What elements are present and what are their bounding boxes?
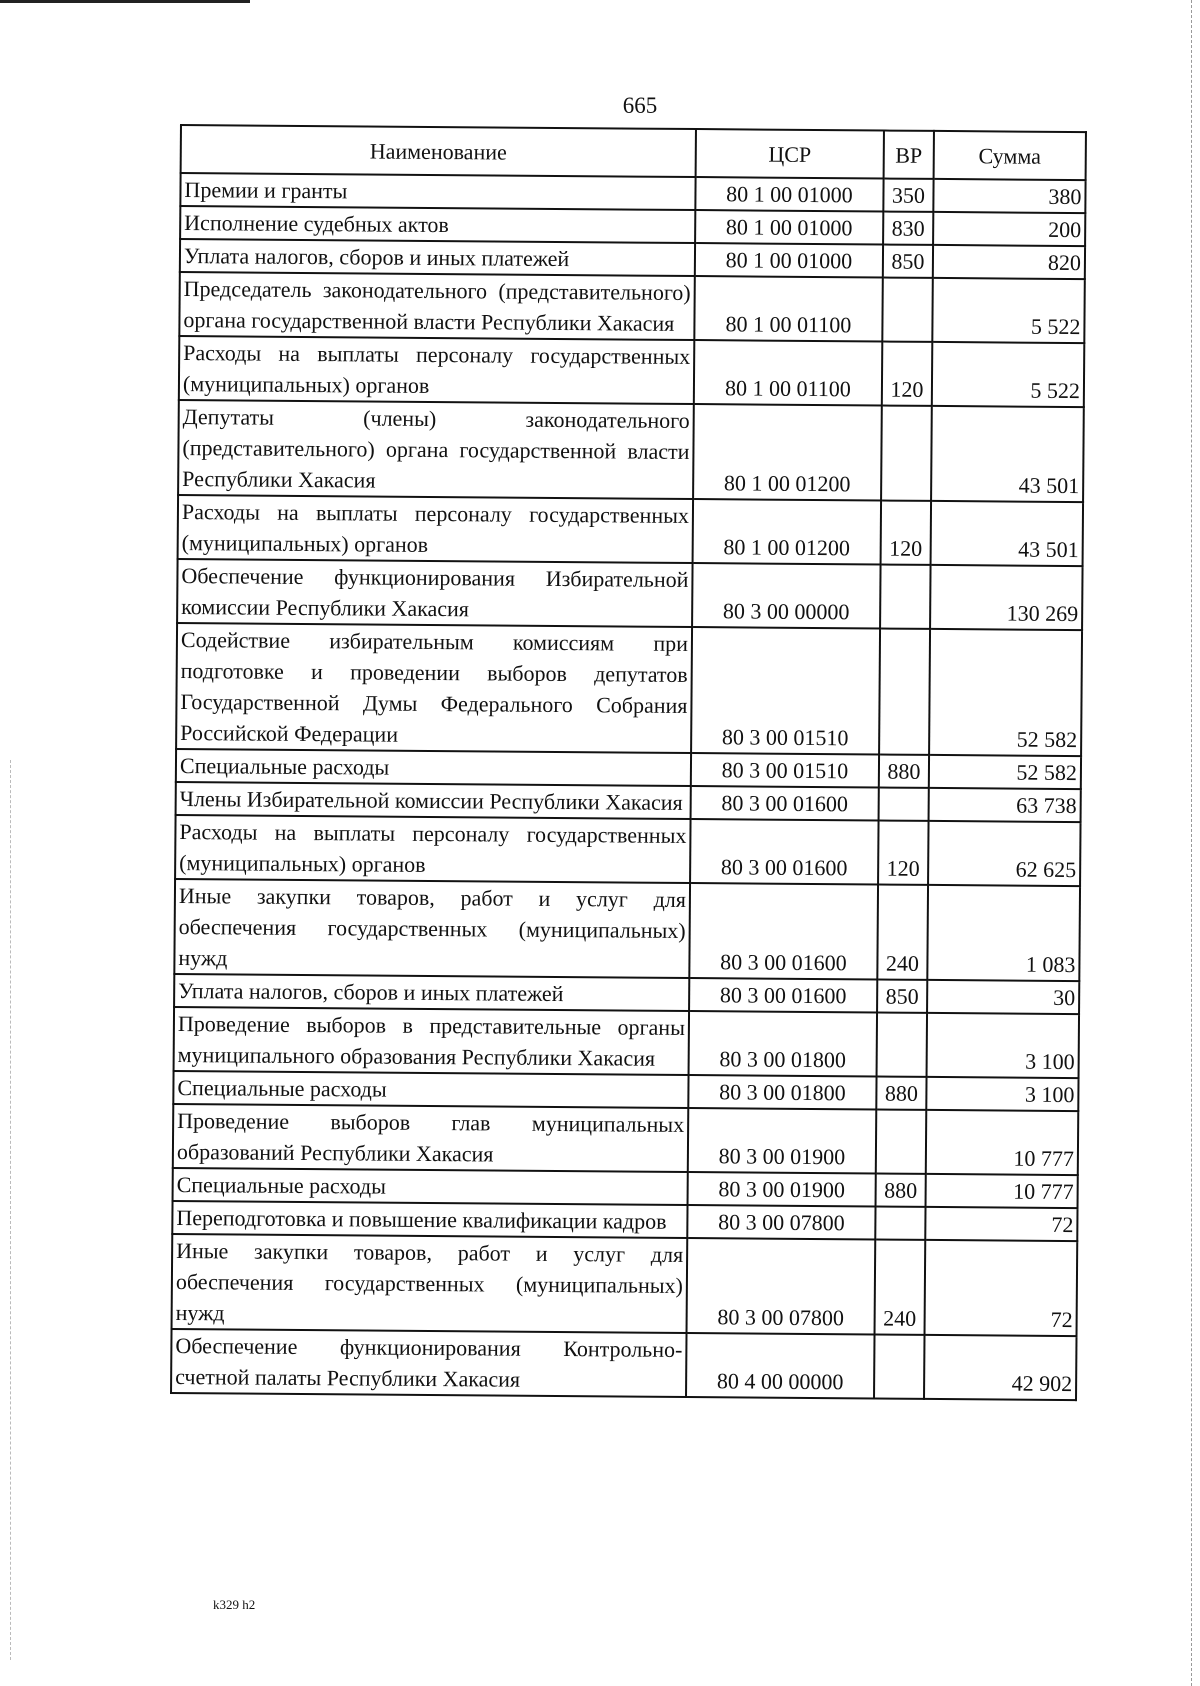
cell-csr: 80 3 00 01800: [688, 1075, 876, 1109]
scan-edge-left: [10, 760, 12, 1660]
cell-csr: 80 3 00 01600: [690, 819, 878, 884]
cell-sum: 380: [933, 179, 1085, 213]
cell-sum: 30: [927, 980, 1079, 1014]
table-row: [178, 495, 1083, 566]
cell-vr: 350: [883, 179, 933, 212]
cell-name: Депутаты (члены) законодательного (представительного) органа государственной власти Республики Хакасия: [178, 400, 694, 499]
cell-vr: [879, 629, 930, 755]
cell-csr: 80 1 00 01000: [695, 177, 883, 211]
cell-csr: 80 1 00 01200: [693, 499, 881, 564]
cell-vr: [877, 1013, 928, 1077]
cell-vr: [879, 788, 929, 821]
table-header-row: [181, 125, 1086, 180]
cell-csr: 80 3 00 01900: [688, 1108, 876, 1173]
budget-table: [170, 124, 1087, 1401]
cell-csr: 80 1 00 01000: [695, 243, 883, 277]
cell-name: Проведение выборов в представительные органы муниципального образования Республики Хакасия: [174, 1007, 689, 1075]
header-csr: ЦСР: [696, 129, 884, 178]
cell-name: Исполнение судебных актов: [180, 206, 695, 243]
scan-border-line: [0, 0, 250, 3]
cell-csr: 80 3 00 01600: [689, 978, 877, 1012]
cell-vr: 850: [877, 980, 927, 1013]
cell-name: Специальные расходы: [173, 1168, 688, 1205]
cell-sum: 62 625: [928, 821, 1080, 886]
cell-sum: 43 501: [931, 406, 1084, 502]
header-sum: Сумма: [934, 131, 1086, 180]
cell-vr: [875, 1206, 925, 1239]
header-vr: ВР: [884, 131, 934, 179]
header-name: Наименование: [181, 125, 696, 177]
cell-name: Уплата налогов, сборов и иных платежей: [174, 974, 689, 1011]
page-number: 665: [622, 93, 658, 118]
cell-vr: 880: [879, 755, 929, 788]
cell-vr: 120: [881, 501, 932, 565]
cell-csr: 80 3 00 01510: [691, 753, 879, 787]
cell-vr: [881, 406, 932, 501]
table-row: [177, 559, 1082, 630]
cell-vr: 120: [882, 342, 933, 406]
cell-vr: 240: [877, 885, 928, 980]
cell-name: Расходы на выплаты персоналу государственных (муниципальных) органов: [175, 815, 690, 883]
cell-vr: [874, 1334, 925, 1398]
cell-sum: 10 777: [926, 1174, 1078, 1208]
cell-name: Уплата налогов, сборов и иных платежей: [180, 239, 695, 276]
cell-csr: 80 3 00 01800: [689, 1011, 877, 1076]
scan-edge-right: [1190, 0, 1192, 1686]
cell-sum: 10 777: [926, 1110, 1078, 1175]
table-row: [179, 272, 1084, 343]
cell-name: Расходы на выплаты персоналу государственных (муниципальных) органов: [179, 336, 694, 404]
cell-sum: 52 582: [929, 629, 1082, 756]
cell-sum: 42 902: [924, 1335, 1076, 1400]
cell-name: Иные закупки товаров, работ и услуг для обеспечения государственных (муниципальных) нужд: [174, 879, 690, 978]
table-row: [174, 879, 1080, 981]
cell-sum: 5 522: [932, 278, 1084, 343]
cell-csr: 80 1 00 01100: [694, 340, 882, 405]
cell-csr: 80 3 00 07800: [687, 1238, 876, 1334]
cell-sum: 72: [925, 1207, 1077, 1241]
cell-sum: 1 083: [927, 885, 1080, 981]
cell-vr: [880, 565, 931, 629]
table-row: [172, 1234, 1078, 1336]
cell-csr: 80 3 00 07800: [687, 1205, 875, 1239]
cell-sum: 3 100: [927, 1013, 1079, 1078]
cell-csr: 80 1 00 01000: [695, 210, 883, 244]
footer-code: k329 h2: [213, 1597, 256, 1612]
cell-sum: 52 582: [929, 755, 1081, 789]
table-body: [171, 173, 1086, 1400]
table-row: [171, 1329, 1076, 1400]
cell-vr: 240: [875, 1239, 926, 1334]
cell-vr: 120: [878, 821, 929, 885]
cell-name: Переподготовка и повышение квалификации кадров: [172, 1201, 687, 1238]
cell-csr: 80 3 00 01600: [689, 883, 878, 979]
cell-name: Обеспечение функционирования Контрольно-счетной палаты Республики Хакасия: [171, 1329, 686, 1397]
table-row: [179, 336, 1084, 407]
cell-csr: 80 3 00 01600: [691, 786, 879, 820]
cell-sum: 3 100: [926, 1077, 1078, 1111]
cell-csr: 80 1 00 01200: [693, 404, 882, 500]
cell-name: Расходы на выплаты персоналу государственных (муниципальных) органов: [178, 495, 693, 563]
cell-csr: 80 4 00 00000: [686, 1333, 874, 1398]
cell-sum: 72: [925, 1240, 1078, 1336]
table-row: [175, 815, 1080, 886]
cell-name: Проведение выборов глав муниципальных образований Республики Хакасия: [173, 1104, 688, 1172]
table-row: [174, 1007, 1079, 1078]
cell-name: Премии и гранты: [180, 173, 695, 210]
cell-name: Председатель законодательного (представительного) органа государственной власти Республики Хакасия: [179, 272, 694, 340]
cell-name: Иные закупки товаров, работ и услуг для обеспечения государственных (муниципальных) нужд: [172, 1234, 688, 1333]
cell-sum: 820: [933, 245, 1085, 279]
cell-sum: 5 522: [932, 342, 1084, 407]
cell-name: Содействие избирательным комиссиям при подготовке и проведении выборов депутатов Государственной Думы Федерального Собрания Российской Федерации: [176, 623, 692, 753]
table-row: [178, 400, 1084, 502]
cell-vr: 830: [883, 212, 933, 245]
cell-name: Члены Избирательной комиссии Республики Хакасия: [176, 782, 691, 819]
cell-sum: 200: [933, 212, 1085, 246]
cell-sum: 130 269: [930, 565, 1082, 630]
cell-name: Обеспечение функционирования Избирательной комиссии Республики Хакасия: [177, 559, 692, 627]
cell-vr: 880: [876, 1173, 926, 1206]
cell-csr: 80 1 00 01100: [694, 276, 882, 341]
cell-vr: 850: [883, 245, 933, 278]
cell-sum: 43 501: [931, 501, 1083, 566]
table-row: [176, 623, 1082, 756]
cell-vr: 880: [876, 1076, 926, 1109]
cell-name: Специальные расходы: [173, 1071, 688, 1108]
cell-csr: 80 3 00 01900: [688, 1172, 876, 1206]
cell-sum: 63 738: [929, 788, 1081, 822]
cell-vr: [876, 1109, 927, 1173]
cell-csr: 80 3 00 01510: [691, 627, 880, 754]
cell-csr: 80 3 00 00000: [692, 563, 880, 628]
cell-vr: [882, 278, 933, 342]
cell-name: Специальные расходы: [176, 749, 691, 786]
table-row: [173, 1104, 1078, 1175]
